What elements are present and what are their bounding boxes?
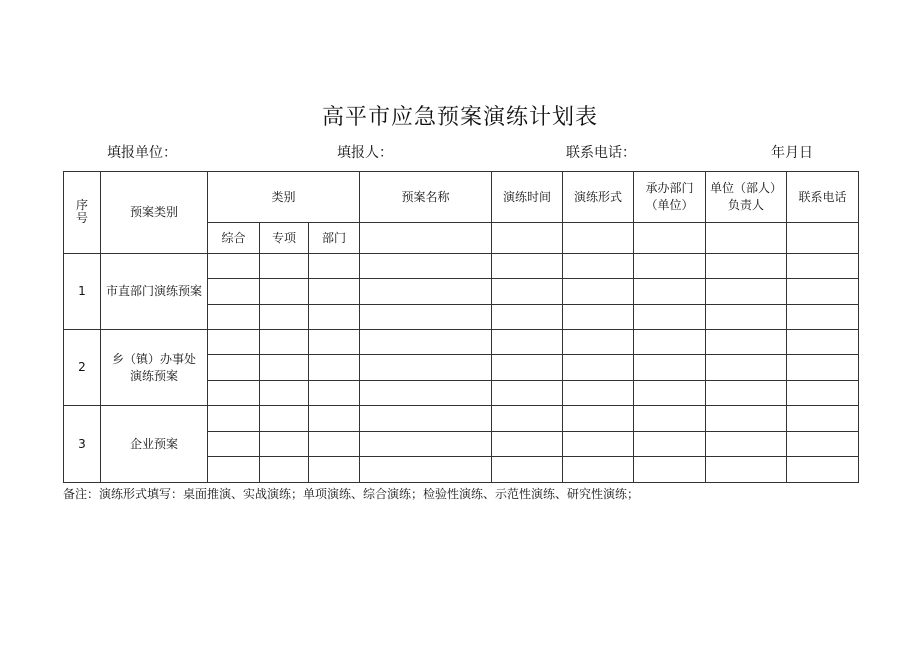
table-cell[interactable] xyxy=(634,355,706,381)
table-row xyxy=(64,254,859,279)
table-cell[interactable] xyxy=(360,406,492,432)
table-cell[interactable] xyxy=(563,254,634,279)
table-cell[interactable] xyxy=(260,381,309,406)
group-name: 乡（镇）办事处演练预案 xyxy=(101,330,208,406)
group-seq: 3 xyxy=(64,406,101,483)
header-host-dept: 承办部门（单位） xyxy=(634,172,706,223)
table-cell[interactable] xyxy=(492,381,563,406)
table-cell[interactable] xyxy=(360,330,492,355)
header-row-1 xyxy=(64,172,859,223)
table-cell[interactable] xyxy=(634,254,706,279)
table-cell[interactable] xyxy=(563,330,634,355)
group-seq: 2 xyxy=(64,330,101,406)
table-cell[interactable] xyxy=(787,330,859,355)
table-cell[interactable] xyxy=(260,305,309,330)
table-cell[interactable] xyxy=(208,330,260,355)
table-cell[interactable] xyxy=(706,406,787,432)
table-row xyxy=(64,406,859,432)
filler-label: 填报人： xyxy=(337,145,393,161)
table-cell[interactable] xyxy=(563,381,634,406)
table-cell[interactable] xyxy=(492,254,563,279)
table-cell[interactable] xyxy=(309,279,360,305)
table-cell[interactable] xyxy=(208,457,260,483)
table-cell[interactable] xyxy=(492,305,563,330)
table-cell[interactable] xyxy=(208,406,260,432)
table-cell[interactable] xyxy=(563,457,634,483)
table-cell[interactable] xyxy=(492,457,563,483)
table-cell[interactable] xyxy=(634,223,706,254)
table-cell[interactable] xyxy=(634,330,706,355)
header-responsible: 单位（部人）负责人 xyxy=(706,172,787,223)
table-cell[interactable] xyxy=(492,406,563,432)
table-cell[interactable] xyxy=(706,457,787,483)
table-cell[interactable] xyxy=(563,432,634,457)
table-cell[interactable] xyxy=(260,457,309,483)
header-plan-category: 预案类别 xyxy=(101,172,208,254)
table-cell[interactable] xyxy=(634,279,706,305)
drill-plan-table xyxy=(63,171,859,483)
table-cell[interactable] xyxy=(309,457,360,483)
table-cell[interactable] xyxy=(492,330,563,355)
table-cell[interactable] xyxy=(492,355,563,381)
table-cell[interactable] xyxy=(634,457,706,483)
table-cell[interactable] xyxy=(706,330,787,355)
table-cell[interactable] xyxy=(208,381,260,406)
contact-phone-label: 联系电话： xyxy=(566,145,636,161)
table-cell[interactable] xyxy=(706,432,787,457)
table-cell[interactable] xyxy=(208,355,260,381)
table-cell[interactable] xyxy=(360,381,492,406)
table-cell[interactable] xyxy=(563,355,634,381)
header-sub-department: 部门 xyxy=(309,223,360,254)
table-cell[interactable] xyxy=(706,223,787,254)
header-seq: 序号 xyxy=(64,172,101,254)
table-cell[interactable] xyxy=(360,457,492,483)
header-plan-name: 预案名称 xyxy=(360,172,492,223)
table-cell[interactable] xyxy=(787,406,859,432)
table-cell[interactable] xyxy=(360,223,492,254)
header-drill-time: 演练时间 xyxy=(492,172,563,223)
table-cell[interactable] xyxy=(309,254,360,279)
table-cell[interactable] xyxy=(787,381,859,406)
table-cell[interactable] xyxy=(706,381,787,406)
table-cell[interactable] xyxy=(492,223,563,254)
header-contact-phone: 联系电话 xyxy=(787,172,859,223)
table-cell[interactable] xyxy=(563,279,634,305)
table-cell[interactable] xyxy=(787,457,859,483)
table-cell[interactable] xyxy=(492,279,563,305)
table-cell[interactable] xyxy=(787,432,859,457)
header-sub-comprehensive: 综合 xyxy=(208,223,260,254)
filling-unit-label: 填报单位： xyxy=(107,145,177,161)
table-cell[interactable] xyxy=(787,223,859,254)
table-cell[interactable] xyxy=(360,254,492,279)
header-drill-form: 演练形式 xyxy=(563,172,634,223)
table-cell[interactable] xyxy=(309,305,360,330)
table-row xyxy=(64,330,859,355)
table-cell[interactable] xyxy=(563,305,634,330)
document-title: 高平市应急预案演练计划表 xyxy=(321,105,598,130)
table-cell[interactable] xyxy=(260,432,309,457)
group-name: 市直部门演练预案 xyxy=(101,254,208,330)
table-cell[interactable] xyxy=(787,305,859,330)
table-cell[interactable] xyxy=(563,223,634,254)
table-cell[interactable] xyxy=(360,305,492,330)
table-cell[interactable] xyxy=(208,305,260,330)
table-cell[interactable] xyxy=(309,406,360,432)
table-cell[interactable] xyxy=(787,279,859,305)
group-name: 企业预案 xyxy=(101,406,208,483)
table-cell[interactable] xyxy=(706,305,787,330)
table-cell[interactable] xyxy=(309,381,360,406)
table-cell[interactable] xyxy=(360,355,492,381)
table-cell[interactable] xyxy=(260,406,309,432)
table-cell[interactable] xyxy=(360,279,492,305)
table-cell[interactable] xyxy=(787,254,859,279)
table-cell[interactable] xyxy=(563,406,634,432)
table-cell[interactable] xyxy=(260,330,309,355)
table-cell[interactable] xyxy=(787,355,859,381)
table-cell[interactable] xyxy=(634,406,706,432)
table-cell[interactable] xyxy=(208,432,260,457)
header-category: 类别 xyxy=(208,172,360,223)
table-cell[interactable] xyxy=(309,330,360,355)
table-cell[interactable] xyxy=(634,432,706,457)
header-sub-special: 专项 xyxy=(260,223,309,254)
table-cell[interactable] xyxy=(492,432,563,457)
table-cell[interactable] xyxy=(309,432,360,457)
table-cell[interactable] xyxy=(208,254,260,279)
table-cell[interactable] xyxy=(706,279,787,305)
table-cell[interactable] xyxy=(309,355,360,381)
table-cell[interactable] xyxy=(634,381,706,406)
table-cell[interactable] xyxy=(208,279,260,305)
group-seq: 1 xyxy=(64,254,101,330)
table-cell[interactable] xyxy=(260,254,309,279)
table-cell[interactable] xyxy=(706,254,787,279)
date-label: 年月日 xyxy=(771,145,813,161)
table-cell[interactable] xyxy=(360,432,492,457)
table-cell[interactable] xyxy=(706,355,787,381)
table-cell[interactable] xyxy=(634,305,706,330)
table-cell[interactable] xyxy=(260,355,309,381)
table-cell[interactable] xyxy=(260,279,309,305)
remarks-note: 备注：演练形式填写：桌面推演、实战演练；单项演练、综合演练；检验性演练、示范性演练、研究性演练； xyxy=(63,487,640,501)
